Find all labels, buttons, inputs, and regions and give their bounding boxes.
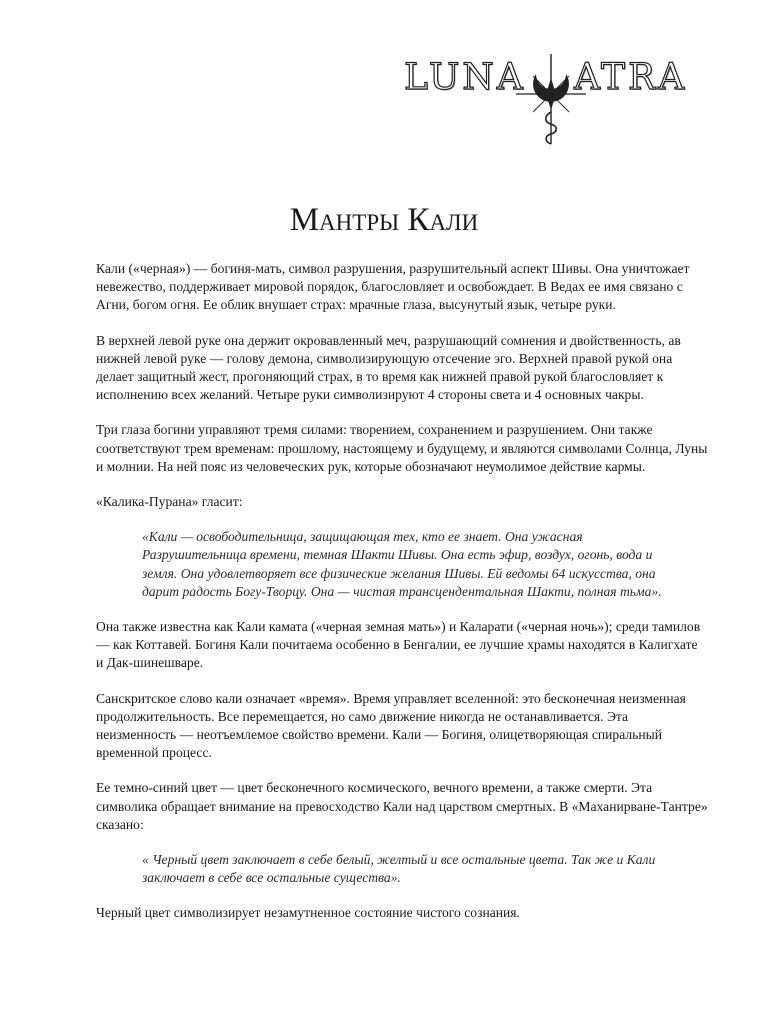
luna-atra-logo <box>398 52 698 152</box>
paragraph: Кали («черная») — богиня-мать, символ разрушения, разрушительный аспект Шивы. Она уничтожает невежество, поддерживает мировой порядок, благословляет и освобождает. В Ведах ее имя связано с Агни, богом огня. Ее облик внушает страх: мрачные глаза, высунутый язык, четыре руки. <box>96 261 690 313</box>
blockquote-mahanirvana-tantra <box>96 851 708 887</box>
paragraph-final: Черный цвет символизирует незамутненное состояние чистого сознания. <box>96 905 520 921</box>
quote-text: «Кали — освободительница, защищающая тех, кто ее знает. Она ужасная Разрушительница времени, темная Шакти Шивы. Она есть эфир, воздух, огонь, вода и земля. Она удовлетворяет все физические желания Шивы. Ей ведомы 64 искусства, она дарит радость Богу-Творцу. Она — чистая трансцендентальная Шакти, полная тьма». <box>142 529 662 599</box>
paragraph: В верхней левой руке она держит окровавленный меч, разрушающий сомнения и двойственность, ав нижней левой руке — голову демона, символизирующую отсечение эго. Верхней правой рукой она делает защитный жест, прогоняющий страх, в то время как нижней правой рукой благословляет к исполнению всех желаний. Четыре руки символизируют 4 стороны света и 4 основных чакры. <box>96 332 681 403</box>
paragraph: Ее темно-синий цвет — цвет бесконечного космического, вечного времени, а также смерти. Эта символика обращает внимание на превосходство Кали над царством смертных. В «Маханирване-Тантре» сказано: <box>96 780 708 832</box>
logo-word-luna: LUNA <box>404 57 526 98</box>
paragraph: Она также известна как Кали камата («черная земная мать») и Каларати («черная ночь»); среди тамилов — как Коттавей. Богиня Кали почитаема особенно в Бенгалии, ее лучшие храмы находятся в Калигхате и Дак-шинешваре. <box>96 619 701 671</box>
paragraph: «Калика-Пурана» гласит: <box>96 494 243 510</box>
paragraph: Санскритское слово кали означает «время». Время управляет вселенной: это бесконечная неизменная продолжительность. Все перемещается, но само движение никогда не останавливается. Эта неизменность — неотъемлемое свойство времени. Кали — Богиня, олицетворяющая спиральный временной процесс. <box>96 690 686 761</box>
paragraph: Три глаза богини управляют тремя силами: творением, сохранением и разрушением. Они также соответствуют трем временам: прошлому, настоящему и будущему, и являются символами Солнца, Луны и молнии. На ней пояс из человеческих рук, которые обозначают неумолимое действие кармы. <box>96 422 708 474</box>
page-title: Мантры Кали <box>289 202 479 238</box>
quote-text: « Черный цвет заключает в себе белый, желтый и все остальные цвета. Так же и Кали заключает в себе все остальные существа». <box>142 852 656 886</box>
blockquote-kalika-purana <box>96 528 708 601</box>
logo-word-atra: ATRA <box>574 57 688 98</box>
document-body <box>96 260 708 940</box>
